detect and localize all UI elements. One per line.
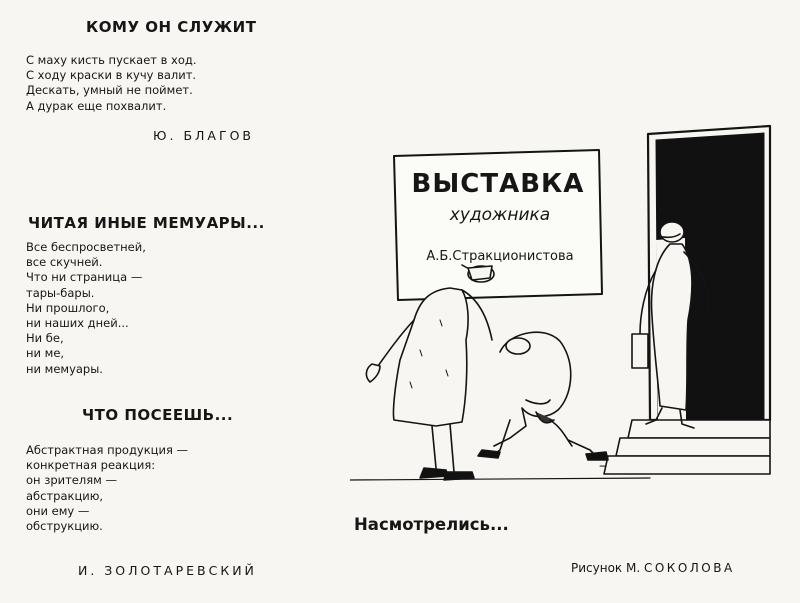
steps (604, 420, 770, 474)
poem-1-verse (26, 53, 197, 114)
verse-line: конкретная реакция: (26, 458, 156, 473)
cartoon-credit (571, 561, 735, 575)
cartoon-caption: Насмотрелись... (354, 515, 509, 534)
verse-line: С маху кисть пускает в ход. (26, 53, 197, 67)
verse-line: ни наших дней... (26, 316, 129, 331)
poster-name: А.Б.Стракционистова (426, 249, 574, 264)
credit-prefix: Рисунок М. (571, 561, 641, 575)
verse-line: он зрителям — (26, 473, 117, 488)
verse-line: обструкцию. (26, 519, 103, 534)
verse-line: ни мемуары. (26, 361, 103, 376)
poem-3-title: ЧТО ПОСЕЕШЬ... (82, 406, 234, 424)
verse-line: Что ни страница — (26, 270, 143, 285)
verse-line: ни ме, (26, 346, 65, 361)
poem-1-author: Ю. БЛАГОВ (153, 128, 255, 143)
figure-bent-man (478, 332, 608, 460)
ground-line (350, 478, 650, 480)
credit-name: СОКОЛОВА (643, 561, 735, 575)
poster-subtitle: художника (449, 205, 551, 225)
verse-line: они ему — (26, 503, 90, 518)
verse-line: Все беспросветней, (26, 240, 146, 254)
poster-title: ВЫСТАВКА (411, 169, 585, 199)
poem-2-verse (26, 240, 146, 377)
verse-line: С ходу краски в кучу валит. (26, 68, 197, 83)
verse-line: Дескать, умный не поймет. (26, 83, 193, 98)
poem-2-title: ЧИТАЯ ИНЫЕ МЕМУАРЫ... (28, 214, 265, 232)
verse-line: Абстрактная продукция — (26, 443, 189, 457)
poem-1-title: КОМУ ОН СЛУЖИТ (86, 18, 257, 36)
verse-line: абстракцию, (26, 488, 104, 503)
poem-3-author: И. ЗОЛОТАРЕВСКИЙ (78, 563, 257, 578)
verse-line: А дурак еще похвалит. (26, 98, 167, 113)
verse-line: Ни прошлого, (26, 300, 110, 315)
verse-line: тары-бары. (26, 285, 95, 300)
verse-line: Ни бе, (26, 331, 64, 346)
poem-3-verse (26, 443, 188, 534)
cartoon-illustration (350, 120, 780, 500)
verse-line: все скучней. (26, 255, 103, 270)
